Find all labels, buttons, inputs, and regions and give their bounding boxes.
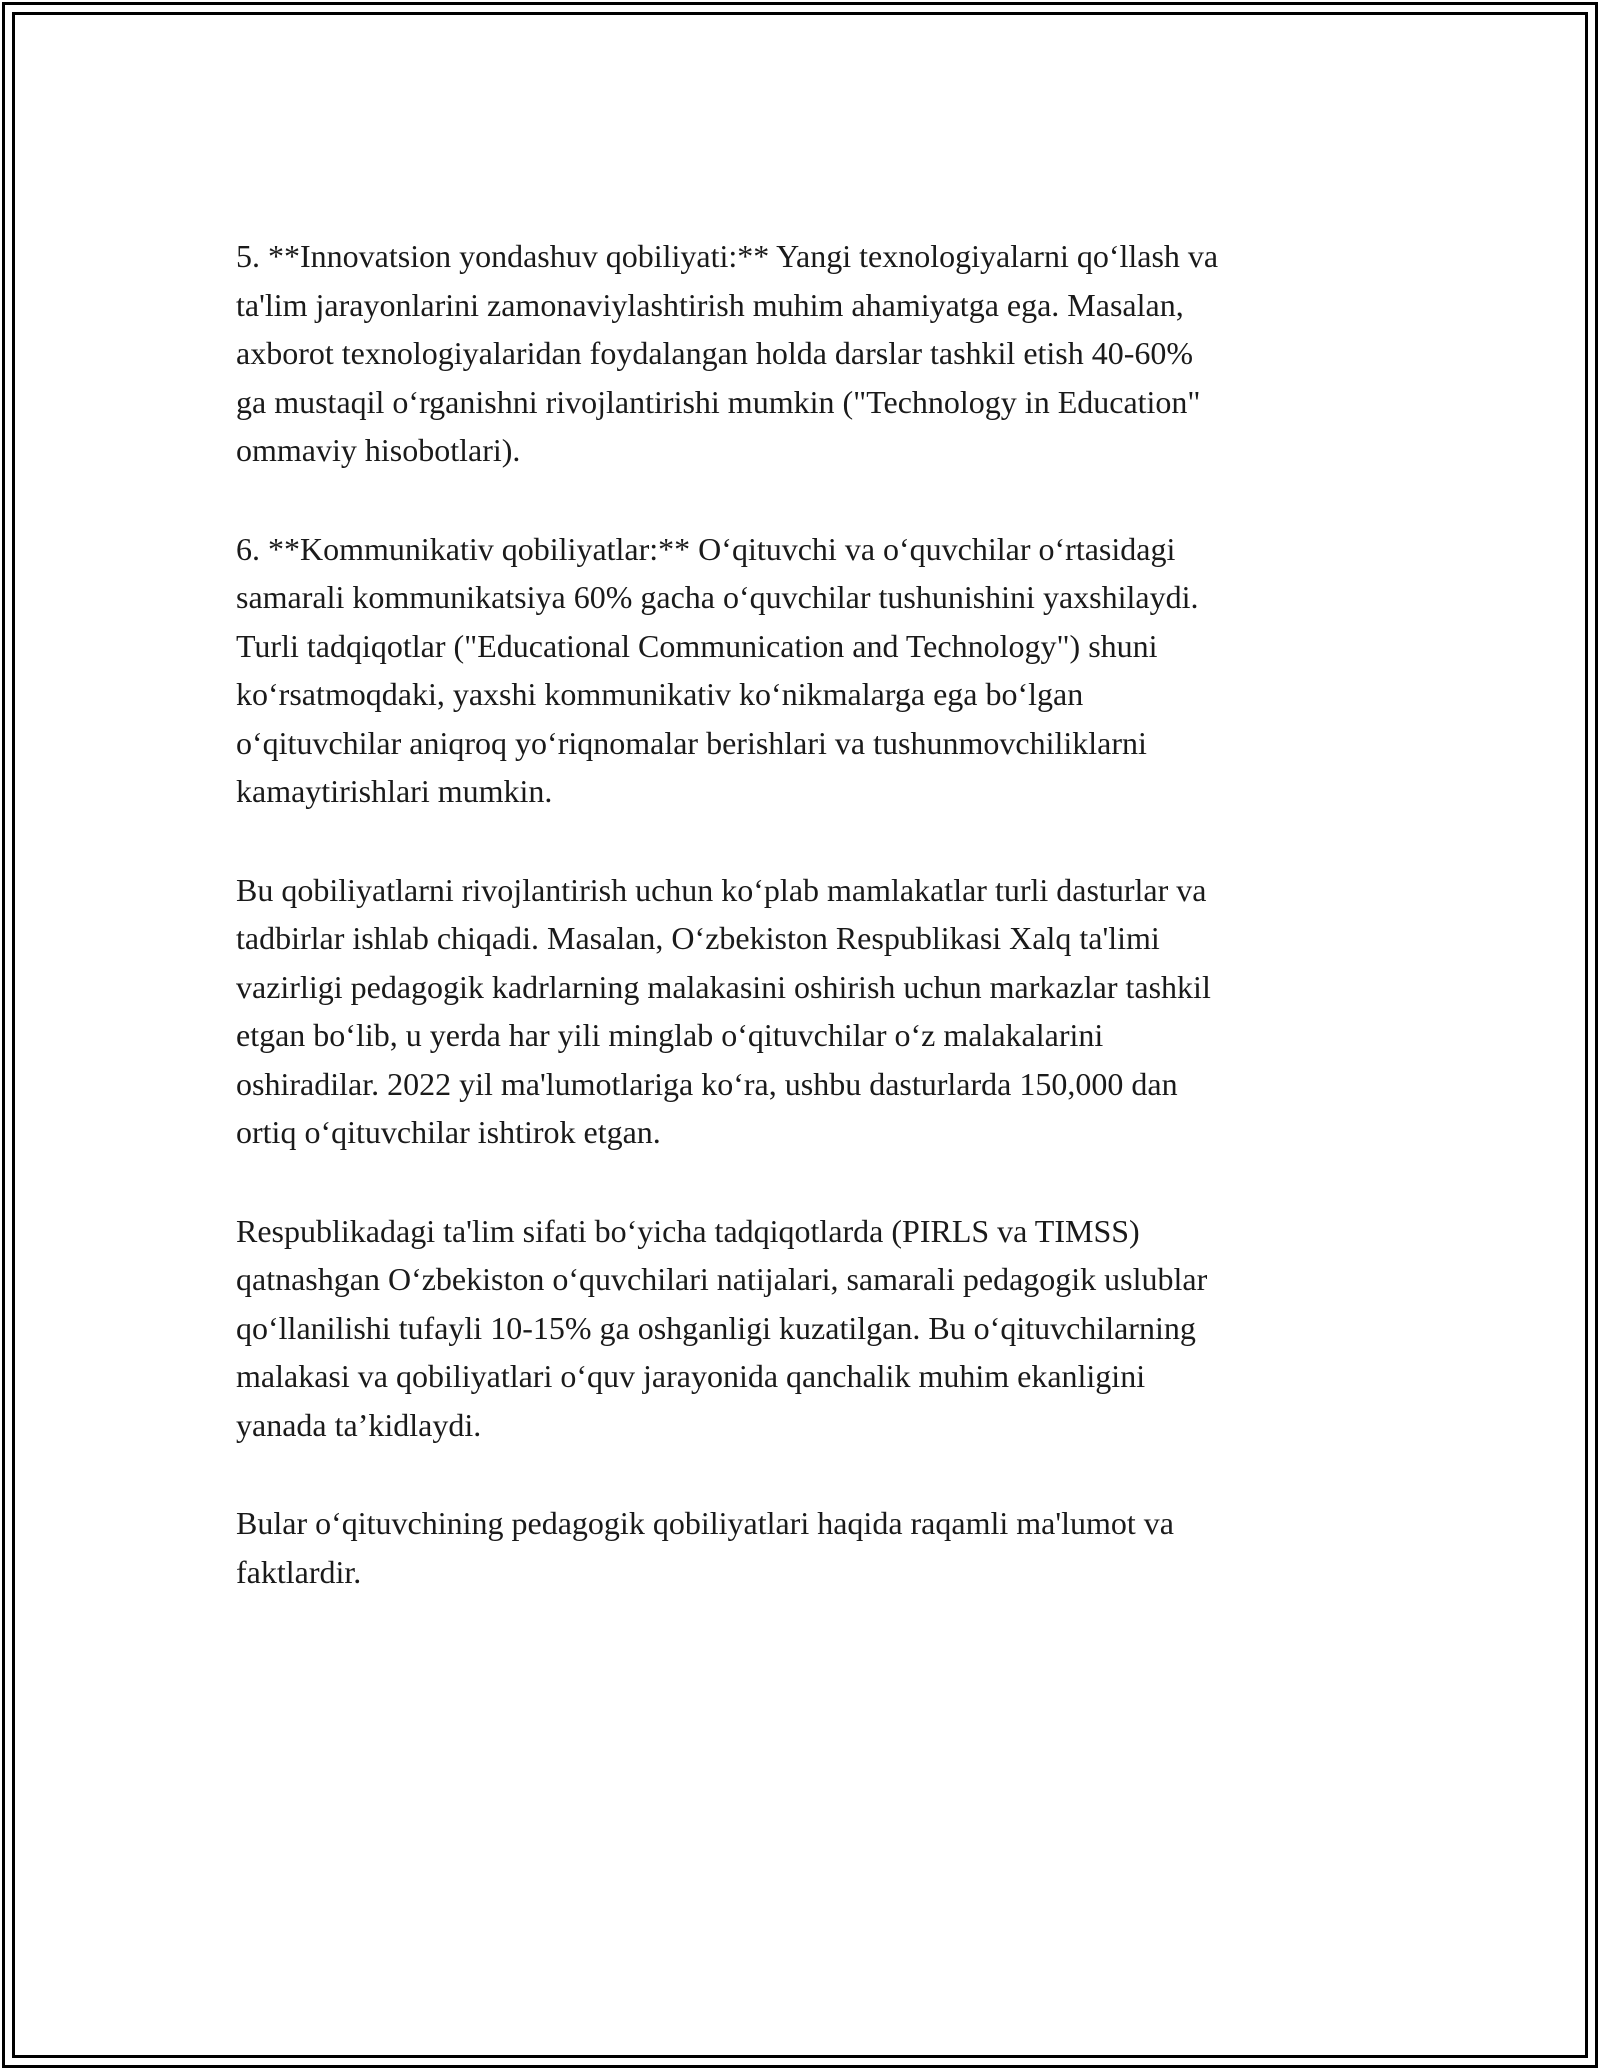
paragraph-research-results: Respublikadagi ta'lim sifati bo‘yicha tadqiqotlarda (PIRLS va TIMSS) qatnashgan O‘zbekiston o‘quvchilari natijalari, samarali pedagogik uslublar qo‘llanilishi tufayli 10-15% ga oshganligi kuzatilgan. Bu o‘qituvchilarning malakasi va qobiliyatlari o‘quv jarayonida qanchalik muhim ekanligini yanada ta’kidlaydi. xyxy=(236,1212,1208,1443)
document-body xyxy=(236,232,1376,1646)
paragraph-communicative-ability: 6. **Kommunikativ qobiliyatlar:** O‘qituvchi va o‘quvchilar o‘rtasidagi samarali kommunikatsiya 60% gacha o‘quvchilar tushunishini yaxshilaydi. Turli tadqiqotlar ("Educational Communication and Technology") shuni ko‘rsatmoqdaki, yaxshi kommunikativ ko‘nikmalarga ega bo‘lgan o‘qituvchilar aniqroq yo‘riqnomalar berishlari va tushunmovchiliklarni kamaytirishlari mumkin. xyxy=(236,530,1199,809)
paragraph-conclusion: Bular o‘qituvchining pedagogik qobiliyatlari haqida raqamli ma'lumot va faktlardir. xyxy=(236,1505,1174,1590)
paragraph-innovative-ability: 5. **Innovatsion yondashuv qobiliyati:** Yangi texnologiyalarni qo‘llash va ta'lim jarayonlarini zamonaviylashtirish muhim ahamiyatga ega. Masalan, axborot texnologiyalaridan foydalangan holda darslar tashkil etish 40-60% ga mustaqil o‘rganishni rivojlantirishi mumkin ("Technology in Education" ommaviy hisobotlari). xyxy=(236,238,1219,468)
paragraph-development-programs: Bu qobiliyatlarni rivojlantirish uchun ko‘plab mamlakatlar turli dasturlar va tadbirlar ishlab chiqadi. Masalan, O‘zbekiston Respublikasi Xalq ta'limi vazirligi pedagogik kadrlarning malakasini oshirish uchun markazlar tashkil etgan bo‘lib, u yerda har yili minglab o‘qituvchilar o‘z malakalarini oshiradilar. 2022 yil ma'lumotlariga ko‘ra, ushbu dasturlarda 150,000 dan ortiq o‘qituvchilar ishtirok etgan. xyxy=(236,871,1211,1150)
